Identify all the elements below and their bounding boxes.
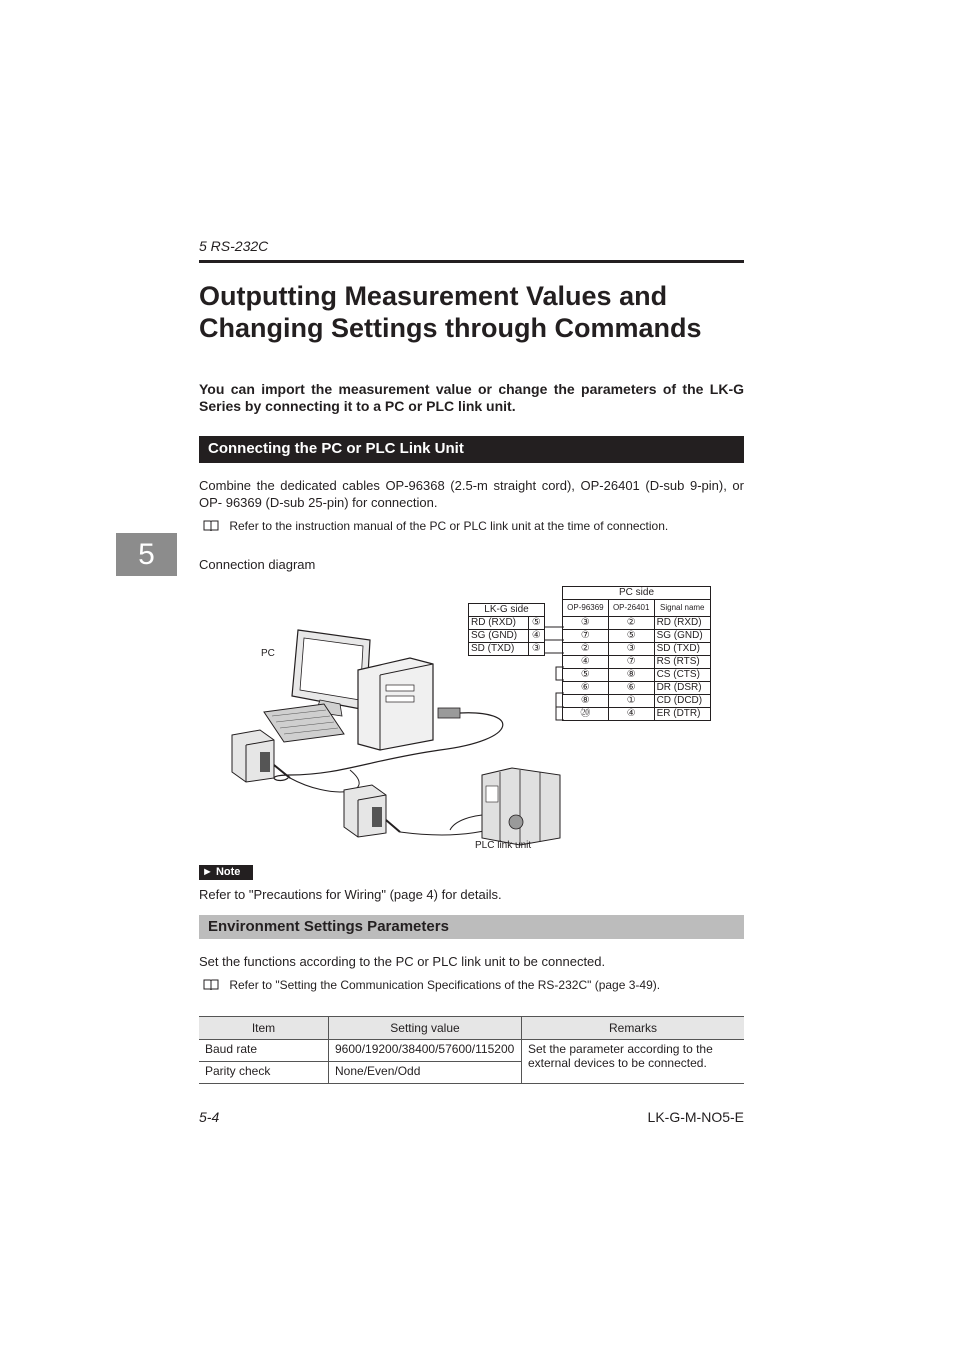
note-badge: ► Note xyxy=(199,865,253,880)
intro-text: You can import the measurement value or change the parameters of the LK-G Series by connecting it to a PC or PLC link unit. xyxy=(199,381,744,414)
lkg-pin: ③ xyxy=(528,643,544,656)
pc-side-col-header: Signal name xyxy=(654,600,710,617)
pc-side-table xyxy=(562,586,711,721)
book-icon xyxy=(203,979,219,991)
section-heading-connecting-text: Connecting the PC or PLC Link Unit xyxy=(208,440,464,457)
parameters-table xyxy=(199,1016,744,1084)
pc-side-col-header: OP-96369 xyxy=(563,600,609,617)
reference-text-1: Refer to the instruction manual of the PC or PLC link unit at the time of connection. xyxy=(229,519,669,533)
lkg-signal: SD (TXD) xyxy=(469,643,529,656)
pc-pin-a: ⑤ xyxy=(563,669,609,682)
table-cell-remarks: Set the parameter according to the external devices to be connected. xyxy=(522,1040,745,1084)
pc-pin-b: ⑦ xyxy=(608,656,654,669)
pc-signal: SD (TXD) xyxy=(654,643,710,656)
lkg-controller-icon-2 xyxy=(344,785,386,837)
page-title xyxy=(199,280,759,344)
reference-line-2 xyxy=(203,978,660,992)
environment-paragraph: Set the functions according to the PC or PLC link unit to be connected. xyxy=(199,954,606,969)
connecting-paragraph: Combine the dedicated cables OP-96368 (2.5-m straight cord), OP-26401 (D-sub 9-pin), or OP- 96369 (D-sub 25-pin) for connection. xyxy=(199,478,744,510)
pc-signal: ER (DTR) xyxy=(654,708,710,721)
document-id: LK-G-M-NO5-E xyxy=(647,1109,744,1125)
pc-pin-a: ⑧ xyxy=(563,695,609,708)
pc-side-title: PC side xyxy=(563,587,711,600)
pc-pin-b: ① xyxy=(608,695,654,708)
pc-side-col-header: OP-26401 xyxy=(608,600,654,617)
lkg-pin: ⑤ xyxy=(528,617,544,630)
note-text: Refer to "Precautions for Wiring" (page 4) for details. xyxy=(199,887,502,902)
table-cell: Parity check xyxy=(199,1062,329,1084)
pc-pin-a: ⑥ xyxy=(563,682,609,695)
lkg-signal: SG (GND) xyxy=(469,630,529,643)
pc-signal: SG (GND) xyxy=(654,630,710,643)
pc-pin-b: ④ xyxy=(608,708,654,721)
lkg-side-title: LK-G side xyxy=(469,604,545,617)
section-heading-environment xyxy=(199,915,744,939)
pc-pin-a: ④ xyxy=(563,656,609,669)
table-header: Setting value xyxy=(329,1017,522,1040)
lkg-pin: ④ xyxy=(528,630,544,643)
table-row xyxy=(199,1040,744,1062)
lkg-signal: RD (RXD) xyxy=(469,617,529,630)
table-header: Item xyxy=(199,1017,329,1040)
reference-line-1 xyxy=(203,519,668,533)
pc-pin-b: ② xyxy=(608,617,654,630)
pc-tower-icon xyxy=(358,658,433,750)
pc-pin-a: ② xyxy=(563,643,609,656)
table-cell: 9600/19200/38400/57600/115200 xyxy=(329,1040,522,1062)
connection-diagram-label: Connection diagram xyxy=(199,557,316,572)
pc-pin-b: ⑧ xyxy=(608,669,654,682)
plc-icon xyxy=(482,768,560,845)
pc-pin-b: ⑤ xyxy=(608,630,654,643)
chapter-tab: 5 xyxy=(116,533,177,576)
pc-signal: RD (RXD) xyxy=(654,617,710,630)
table-header-row xyxy=(199,1017,744,1040)
table-cell: Baud rate xyxy=(199,1040,329,1062)
lkg-controller-icon xyxy=(232,730,274,782)
connector-icon xyxy=(438,708,460,718)
pc-pin-b: ③ xyxy=(608,643,654,656)
header-rule xyxy=(199,260,744,263)
page-title-line2: Changing Settings through Commands xyxy=(199,313,702,343)
page-title-line1: Outputting Measurement Values and xyxy=(199,281,668,311)
pc-signal: DR (DSR) xyxy=(654,682,710,695)
table-cell: None/Even/Odd xyxy=(329,1062,522,1084)
pc-label: PC xyxy=(261,648,275,659)
section-heading-environment-text: Environment Settings Parameters xyxy=(208,918,449,935)
chapter-header: 5 RS-232C xyxy=(199,238,269,254)
book-icon xyxy=(203,520,219,532)
pc-pin-b: ⑥ xyxy=(608,682,654,695)
table-header: Remarks xyxy=(522,1017,745,1040)
pc-signal: CS (CTS) xyxy=(654,669,710,682)
section-heading-connecting xyxy=(199,436,744,463)
pc-pin-a: ③ xyxy=(563,617,609,630)
lkg-side-table xyxy=(468,603,545,656)
plc-label: PLC link unit xyxy=(475,840,532,851)
reference-text-2: Refer to "Setting the Communication Specifications of the RS-232C" (page 3-49). xyxy=(229,978,661,992)
pc-pin-a: ⑳ xyxy=(563,708,609,721)
pc-pin-a: ⑦ xyxy=(563,630,609,643)
pc-signal: CD (DCD) xyxy=(654,695,710,708)
pc-signal: RS (RTS) xyxy=(654,656,710,669)
page-number: 5-4 xyxy=(199,1109,220,1125)
